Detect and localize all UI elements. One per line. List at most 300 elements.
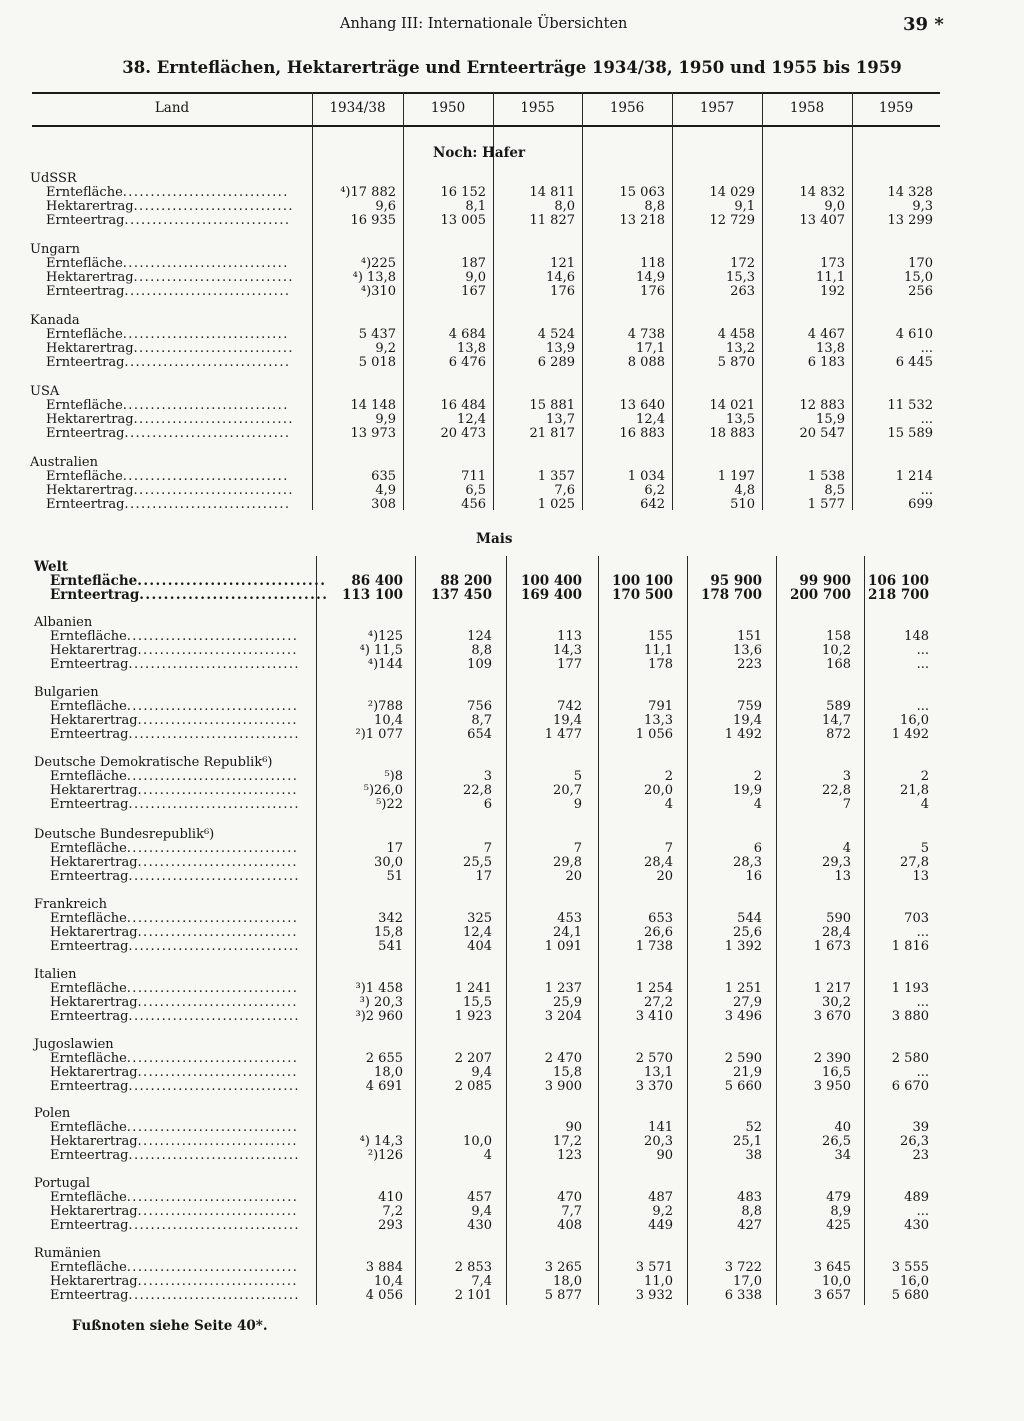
value-cell: 40 (834, 1120, 851, 1135)
value-cell: 7,4 (471, 1274, 492, 1289)
column-divider (672, 92, 673, 510)
value-cell: 16,5 (822, 1065, 851, 1080)
row-label (50, 912, 298, 926)
leader-dots: ............................... (126, 629, 299, 644)
value-cell: 2 207 (454, 1051, 492, 1066)
leader-dots: ............................. (133, 483, 294, 498)
table-row (0, 1289, 1024, 1303)
value-cell: 39 (912, 1120, 929, 1135)
value-cell: 13,9 (546, 341, 575, 356)
running-head: Anhang III: Internationale Übersichten (340, 16, 628, 32)
table-row (0, 644, 1024, 658)
value-cell: 1 816 (891, 939, 929, 954)
value-cell: 25,1 (733, 1134, 762, 1149)
value-cell: 20,7 (553, 783, 582, 798)
country-row (0, 686, 1024, 700)
value-cell: 3 670 (813, 1009, 851, 1024)
value-cell: 168 (826, 657, 851, 672)
value-cell: 26,6 (644, 925, 673, 940)
value-cell: 3 645 (813, 1260, 851, 1275)
table-row (0, 1135, 1024, 1149)
value-cell: 169 400 (520, 587, 582, 603)
country-row (0, 756, 1024, 770)
value-cell: 4 (664, 797, 673, 812)
value-cell: ²)788 (367, 699, 403, 714)
row-label-text: Hektarertrag (46, 270, 134, 285)
row-label (46, 328, 289, 342)
table-row (0, 728, 1024, 742)
table-row (0, 574, 1024, 588)
country-label (30, 385, 59, 399)
row-label-text: Hektarertrag (50, 1134, 138, 1149)
value-cell: 11 827 (529, 213, 575, 228)
table-row (0, 1275, 1024, 1289)
row-label-text: Albanien (34, 615, 93, 630)
leader-dots: ............................... (126, 841, 299, 856)
value-cell: 13,2 (726, 341, 755, 356)
table-row (0, 1066, 1024, 1080)
value-cell: 430 (904, 1218, 929, 1233)
table-row (0, 784, 1024, 798)
table-row (0, 714, 1024, 728)
row-label-text: Hektarertrag (50, 643, 138, 658)
country-label (30, 243, 80, 257)
value-cell: 1 034 (627, 469, 665, 484)
value-cell: 167 (461, 284, 486, 299)
value-cell: ⁴) 13,8 (352, 270, 396, 285)
value-cell: 38 (745, 1148, 762, 1163)
country-row (0, 616, 1024, 630)
row-label-text: Erntefläche (50, 841, 127, 856)
leader-dots: ............................... (126, 1260, 299, 1275)
value-cell: 90 (565, 1120, 582, 1135)
value-cell: 2 085 (454, 1079, 492, 1094)
column-header-1958: 1958 (789, 100, 825, 116)
leader-dots: .............................. (122, 185, 289, 200)
table-row (0, 982, 1024, 996)
value-cell: 4,8 (734, 483, 755, 498)
value-cell: 5 877 (544, 1288, 582, 1303)
row-label (50, 1191, 298, 1205)
value-cell: 6 476 (448, 355, 486, 370)
value-cell: 2 101 (454, 1288, 492, 1303)
row-label-text: Ernteertrag (50, 1218, 129, 1233)
value-cell: 3 657 (813, 1288, 851, 1303)
value-cell: 5 (920, 841, 929, 856)
country-label (30, 314, 80, 328)
value-cell: 544 (737, 911, 762, 926)
row-label-text: Frankreich (34, 897, 107, 912)
value-cell: 10,4 (374, 713, 403, 728)
value-cell: 23 (912, 1148, 929, 1163)
value-cell: 2 (753, 769, 762, 784)
value-cell: 17,0 (733, 1274, 762, 1289)
value-cell: 653 (648, 911, 673, 926)
row-label-text: Ernteertrag (50, 587, 140, 603)
row-label-text: Ernteertrag (46, 355, 125, 370)
column-header-1955: 1955 (520, 100, 555, 116)
table-row (0, 356, 1024, 370)
value-cell: 121 (550, 256, 575, 271)
table-row (0, 271, 1024, 285)
value-cell: 14,3 (553, 643, 582, 658)
row-label-text: Bulgarien (34, 685, 99, 700)
value-cell: 11 532 (887, 398, 933, 413)
value-cell: 9,0 (465, 270, 486, 285)
value-cell: 449 (648, 1218, 673, 1233)
value-cell: 3 571 (635, 1260, 673, 1275)
value-cell: ⁴)17 882 (340, 185, 396, 200)
value-cell: 155 (648, 629, 673, 644)
value-cell: 13,3 (644, 713, 673, 728)
row-label (46, 356, 290, 370)
country-row (0, 1177, 1024, 1191)
value-cell: 26,3 (900, 1134, 929, 1149)
table-row (0, 413, 1024, 427)
value-cell: 7,2 (382, 1204, 403, 1219)
row-label-text: Erntefläche (50, 1190, 127, 1205)
table-row (0, 1191, 1024, 1205)
value-cell: ... (916, 925, 929, 940)
value-cell: 4 684 (448, 327, 486, 342)
value-cell: 9,0 (824, 199, 845, 214)
value-cell: 5 870 (717, 355, 755, 370)
row-label-text: Erntefläche (50, 1120, 127, 1135)
value-cell: 20 547 (799, 426, 845, 441)
leader-dots: ............................... (126, 699, 299, 714)
value-cell: 124 (467, 629, 492, 644)
value-cell: 28,4 (822, 925, 851, 940)
row-label (50, 1149, 300, 1163)
value-cell: 19,4 (553, 713, 582, 728)
country-row (0, 172, 1024, 186)
value-cell: 16,0 (900, 713, 929, 728)
value-cell: 177 (557, 657, 582, 672)
table-row (0, 484, 1024, 498)
value-cell: 86 400 (351, 573, 403, 589)
footnote: Fußnoten siehe Seite 40*. (72, 1318, 268, 1334)
page-number: 39 * (903, 14, 944, 35)
table-row (0, 856, 1024, 870)
value-cell: 200 700 (789, 587, 851, 603)
leader-dots: .............................. (124, 497, 291, 512)
row-label-text: Hektarertrag (50, 713, 138, 728)
leader-dots: ............................... (128, 1148, 300, 1163)
value-cell: 4 691 (365, 1079, 403, 1094)
value-cell: 8 088 (627, 355, 665, 370)
row-label (46, 214, 290, 228)
value-cell: 12 729 (709, 213, 755, 228)
value-cell: ⁴)225 (360, 256, 396, 271)
row-label-text: Hektarertrag (50, 925, 138, 940)
value-cell: 25,9 (553, 995, 582, 1010)
value-cell: 1 492 (724, 727, 762, 742)
value-cell: 5 680 (891, 1288, 929, 1303)
value-cell: 178 700 (700, 587, 762, 603)
leader-dots: ............................. (137, 713, 298, 728)
value-cell: 1 577 (807, 497, 845, 512)
value-cell: ⁵)8 (384, 769, 403, 784)
value-cell: 2 853 (454, 1260, 492, 1275)
column-header-land: Land (154, 100, 190, 116)
table-row (0, 870, 1024, 884)
value-cell: 4 467 (807, 327, 845, 342)
country-row (0, 1247, 1024, 1261)
value-cell: 711 (461, 469, 486, 484)
value-cell: ⁵)22 (376, 797, 403, 812)
leader-dots: ............................... (128, 797, 300, 812)
value-cell: 3 880 (891, 1009, 929, 1024)
table-row (0, 770, 1024, 784)
value-cell: 13 218 (619, 213, 665, 228)
value-cell: 6,2 (644, 483, 665, 498)
row-label-text: Erntefläche (50, 1051, 127, 1066)
leader-dots: ............................... (128, 1009, 300, 1024)
value-cell: ... (920, 412, 933, 427)
table-row (0, 1052, 1024, 1066)
value-cell: 427 (737, 1218, 762, 1233)
value-cell: 27,8 (900, 855, 929, 870)
value-cell: 17 (475, 869, 492, 884)
value-cell: 654 (467, 727, 492, 742)
row-label-text: Hektarertrag (50, 995, 138, 1010)
row-label (50, 1219, 300, 1233)
value-cell: 2 390 (813, 1051, 851, 1066)
value-cell: 90 (656, 1148, 673, 1163)
country-row (0, 314, 1024, 328)
country-label (34, 1038, 114, 1052)
row-label (50, 588, 328, 602)
row-label-text: UdSSR (30, 171, 77, 186)
value-cell: 1 197 (717, 469, 755, 484)
table-row (0, 257, 1024, 271)
value-cell: 1 673 (813, 939, 851, 954)
row-label (50, 856, 298, 870)
value-cell: 13,6 (733, 643, 762, 658)
value-cell: 456 (461, 497, 486, 512)
country-label (34, 1247, 101, 1261)
table-row (0, 1010, 1024, 1024)
value-cell: 2 655 (365, 1051, 403, 1066)
leader-dots: ............................... (128, 657, 300, 672)
value-cell: ²)1 077 (355, 727, 403, 742)
row-label-text: Erntefläche (50, 1260, 127, 1275)
value-cell: 25,6 (733, 925, 762, 940)
value-cell: 176 (640, 284, 665, 299)
value-cell: 10,0 (822, 1274, 851, 1289)
value-cell: 113 100 (341, 587, 403, 603)
row-label-text: Ernteertrag (46, 213, 125, 228)
value-cell: 2 (664, 769, 673, 784)
table-row (0, 996, 1024, 1010)
value-cell: 22,8 (463, 783, 492, 798)
table-row (0, 285, 1024, 299)
value-cell: ⁴)310 (360, 284, 396, 299)
value-cell: 26,5 (822, 1134, 851, 1149)
value-cell: ... (916, 643, 929, 658)
value-cell: 22,8 (822, 783, 851, 798)
value-cell: 791 (648, 699, 673, 714)
value-cell: 1 357 (537, 469, 575, 484)
country-label (30, 172, 77, 186)
value-cell: 9,2 (375, 341, 396, 356)
row-label (46, 427, 290, 441)
row-label (50, 1289, 300, 1303)
value-cell: 6 670 (891, 1079, 929, 1094)
row-label-text: Hektarertrag (50, 1065, 138, 1080)
column-header-1956: 1956 (609, 100, 645, 116)
value-cell: 8,0 (554, 199, 575, 214)
leader-dots: ............................... (128, 1288, 300, 1303)
value-cell: 589 (826, 699, 851, 714)
value-cell: ³) 20,3 (359, 995, 403, 1010)
value-cell: 21,9 (733, 1065, 762, 1080)
column-header-1957: 1957 (699, 100, 735, 116)
leader-dots: .............................. (122, 327, 289, 342)
row-label-text: Erntefläche (46, 256, 123, 271)
value-cell: 8,8 (644, 199, 665, 214)
country-label (34, 898, 107, 912)
leader-dots: ............................... (126, 1190, 299, 1205)
leader-dots: .............................. (124, 284, 291, 299)
value-cell: 308 (371, 497, 396, 512)
value-cell: 453 (557, 911, 582, 926)
table-row (0, 1121, 1024, 1135)
value-cell: 7 (842, 797, 851, 812)
value-cell: 13,8 (816, 341, 845, 356)
row-label-text: USA (30, 384, 60, 399)
section-heading-hafer: Noch: Hafer (433, 145, 526, 161)
value-cell: 11,1 (816, 270, 845, 285)
value-cell: 699 (908, 497, 933, 512)
value-cell: 6 (483, 797, 492, 812)
row-label (46, 498, 290, 512)
leader-dots: .............................. (122, 256, 289, 271)
value-cell: 15,0 (904, 270, 933, 285)
value-cell: 9,2 (652, 1204, 673, 1219)
row-label-text: Jugoslawien (34, 1037, 114, 1052)
value-cell: 9 (573, 797, 582, 812)
value-cell: 742 (557, 699, 582, 714)
table-row (0, 1205, 1024, 1219)
leader-dots: ............................. (133, 270, 294, 285)
table-row (0, 798, 1024, 812)
table-row (0, 940, 1024, 954)
value-cell: 2 570 (635, 1051, 673, 1066)
row-label (50, 784, 298, 798)
value-cell: 15 881 (529, 398, 575, 413)
row-label (50, 1261, 298, 1275)
row-label-text: Polen (34, 1106, 71, 1121)
value-cell: 13 299 (887, 213, 933, 228)
value-cell: 430 (467, 1218, 492, 1233)
country-label (34, 616, 92, 630)
value-cell: 5 (573, 769, 582, 784)
value-cell: 5 437 (358, 327, 396, 342)
value-cell: 10,0 (463, 1134, 492, 1149)
table-row (0, 342, 1024, 356)
value-cell: 21 817 (529, 426, 575, 441)
value-cell: 10,4 (374, 1274, 403, 1289)
value-cell: 3 204 (544, 1009, 582, 1024)
value-cell: 9,9 (375, 412, 396, 427)
value-cell: 2 580 (891, 1051, 929, 1066)
value-cell: 7,7 (561, 1204, 582, 1219)
value-cell: 6 183 (807, 355, 845, 370)
value-cell: 106 100 (867, 573, 929, 589)
value-cell: 3 (483, 769, 492, 784)
value-cell: 192 (820, 284, 845, 299)
value-cell: 6,5 (465, 483, 486, 498)
value-cell: 479 (826, 1190, 851, 1205)
value-cell: 11,0 (644, 1274, 673, 1289)
row-label-text: Erntefläche (46, 327, 123, 342)
row-label-text: Erntefläche (46, 469, 123, 484)
value-cell: 6 (753, 841, 762, 856)
value-cell: 642 (640, 497, 665, 512)
leader-dots: ............................. (137, 783, 298, 798)
value-cell: 2 590 (724, 1051, 762, 1066)
value-cell: 24,1 (553, 925, 582, 940)
value-cell: 13 407 (799, 213, 845, 228)
leader-dots: ............................. (137, 1065, 298, 1080)
row-label-text: Erntefläche (50, 699, 127, 714)
value-cell: 19,4 (733, 713, 762, 728)
value-cell: 14 328 (887, 185, 933, 200)
value-cell: 170 (908, 256, 933, 271)
row-label (50, 1275, 298, 1289)
leader-dots: ............................. (137, 925, 298, 940)
value-cell: 15 063 (619, 185, 665, 200)
leader-dots: ............................... (139, 587, 329, 603)
leader-dots: ............................... (128, 1218, 300, 1233)
leader-dots: ............................... (128, 727, 300, 742)
row-label (50, 1135, 298, 1149)
value-cell: 52 (745, 1120, 762, 1135)
value-cell: 100 400 (520, 573, 582, 589)
value-cell: 487 (648, 1190, 673, 1205)
country-row (0, 1038, 1024, 1052)
value-cell: 29,3 (822, 855, 851, 870)
value-cell: 1 477 (544, 727, 582, 742)
value-cell: 510 (730, 497, 755, 512)
row-label-text: Ernteertrag (46, 426, 125, 441)
value-cell: 95 900 (710, 573, 762, 589)
country-label (34, 560, 68, 574)
value-cell: 756 (467, 699, 492, 714)
value-cell: 9,4 (471, 1204, 492, 1219)
leader-dots: ............................... (128, 869, 300, 884)
country-label (34, 1177, 90, 1191)
table-row (0, 658, 1024, 672)
value-cell: 13,8 (457, 341, 486, 356)
row-label (50, 842, 298, 856)
row-label (50, 1121, 298, 1135)
row-label-text: Erntefläche (46, 398, 123, 413)
row-label (50, 870, 300, 884)
value-cell: 7 (573, 841, 582, 856)
value-cell: 872 (826, 727, 851, 742)
value-cell: 410 (378, 1190, 403, 1205)
value-cell: 109 (467, 657, 492, 672)
value-cell: 1 251 (724, 981, 762, 996)
row-label-text: Ernteertrag (46, 497, 125, 512)
country-label (34, 968, 77, 982)
row-label-text: Ernteertrag (50, 869, 129, 884)
value-cell: 13,1 (644, 1065, 673, 1080)
value-cell: 123 (557, 1148, 582, 1163)
row-label-text: Hektarertrag (50, 1204, 138, 1219)
